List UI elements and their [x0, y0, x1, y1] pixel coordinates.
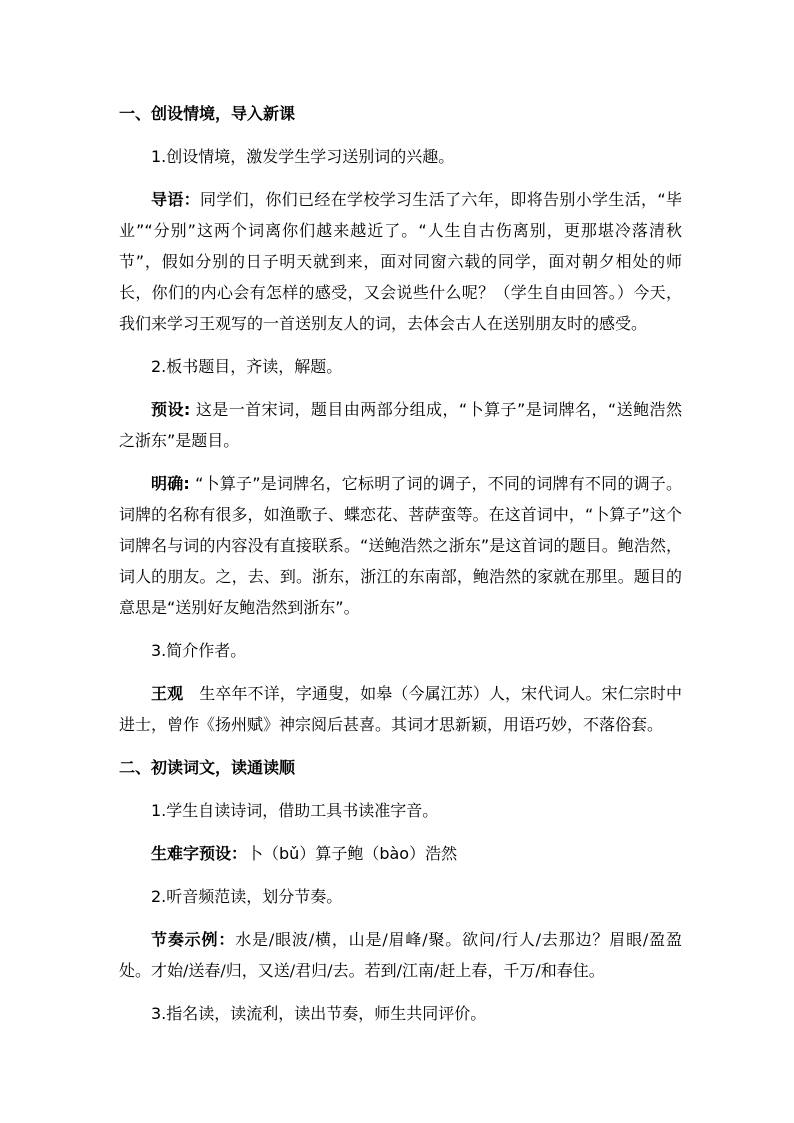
document-page: [119, 98, 682, 1041]
paragraph-label: 生难字预设：: [151, 844, 248, 863]
paragraph-text: 水是/眼波/横，山是/眉峰/聚。欲问/行人/去那边？眉眼/盈盈处。才始/送春/归，又送/君归/去。若到/江南/赶上春，千万/和春住。: [119, 930, 682, 980]
paragraph-text: 卜（bǔ）算子鲍（bào）浩然: [247, 844, 458, 863]
paragraph-label: 王观: [151, 684, 184, 703]
paragraph-text: 同学们，你们已经在学校学习生活了六年，即将告别小学生活，“毕业”“分别”这两个词离你们越来越近了。“人生自古伤离别，更那堪冷落清秋节”，假如分别的日子明天就到来，面对同窗六载的同学，面对朝夕相处的师长，你们的内心会有怎样的感受，又会说些什么呢？（学生自由回答。）今天，我们来学习王观写的一首送别友人的词，去体会古人在送别朋友时的感受。: [119, 190, 682, 333]
preset-paragraph: [119, 394, 682, 456]
paragraph-text: 生卒年不详，字通叟，如皋（今属江苏）人，宋代词人。宋仁宗时中进士，曾作《扬州赋》神宗阅后甚喜。其词才思新颖，用语巧妙，不落俗套。: [119, 684, 682, 734]
paragraph-label: 节奏示例：: [151, 930, 236, 949]
paragraph-label: 预设:: [151, 400, 191, 419]
paragraph-text: 这是一首宋词，题目由两部分组成，“卜算子”是词牌名，“送鲍浩然之浙东”是题目。: [119, 400, 682, 450]
paragraph-label: 导语：: [151, 190, 201, 209]
step-item: 1.创设情境，激发学生学习送别词的兴趣。: [151, 147, 455, 166]
step-item: 3.简介作者。: [151, 641, 247, 660]
step-item: 1.学生自读诗词，借助工具书读准字音。: [151, 801, 439, 820]
rhythm-paragraph: [119, 924, 682, 986]
pronunciation-paragraph: [119, 838, 682, 869]
step-item: 2.听音频范读，划分节奏。: [151, 887, 343, 906]
section-heading: 二、初读词文，读通读顺: [119, 758, 296, 777]
section-heading: 一、创设情境，导入新课: [119, 104, 296, 123]
author-paragraph: [119, 678, 682, 740]
step-item: 3.指名读，读流利，读出节奏，师生共同评价。: [151, 1004, 487, 1023]
intro-paragraph: [119, 184, 682, 339]
clarify-paragraph: [119, 468, 682, 623]
paragraph-text: “卜算子”是词牌名，它标明了词的调子，不同的词牌有不同的调子。词牌的名称有很多，如渔歌子、蝶恋花、菩萨蛮等。在这首词中，“卜算子”这个词牌名与词的内容没有直接联系。“送鲍浩然之浙东”是这首词的题目。鲍浩然，词人的朋友。之，去、到。浙东，浙江的东南部，鲍浩然的家就在那里。题目的意思是“送别好友鲍浩然到浙东”。: [119, 474, 682, 617]
step-item: 2.板书题目，齐读，解题。: [151, 357, 343, 376]
paragraph-label: 明确:: [151, 474, 190, 493]
